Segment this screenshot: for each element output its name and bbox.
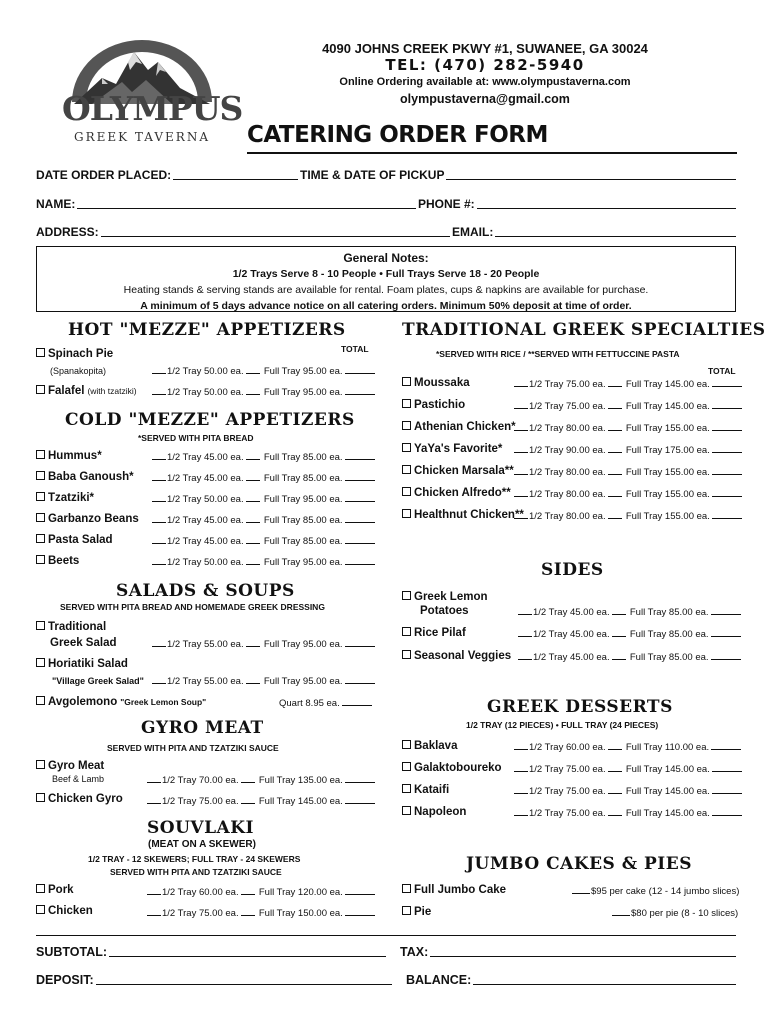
item-price: 1/2 Tray 75.00 ea. Full Tray 145.00 ea. (514, 401, 743, 412)
checkbox-icon[interactable] (36, 555, 45, 564)
name-label: NAME: (36, 197, 76, 211)
item-name: Falafel (48, 385, 85, 397)
subtotal-label: SUBTOTAL: (36, 945, 108, 959)
specialties-subtitle: *SERVED WITH RICE / **SERVED WITH FETTUCCINE PASTA (436, 349, 680, 359)
item-name: Moussaka (414, 377, 470, 389)
checkbox-icon[interactable] (402, 806, 411, 815)
menu-item[interactable] (36, 492, 94, 504)
notes-heading: General Notes: (343, 251, 429, 265)
menu-item[interactable] (36, 555, 79, 567)
deposit-label: DEPOSIT: (36, 973, 94, 987)
item-price: 1/2 Tray 75.00 ea. Full Tray 150.00 ea. (147, 908, 376, 919)
item-name: Spinach Pie (48, 348, 114, 360)
menu-item[interactable] (402, 762, 502, 774)
checkbox-icon[interactable] (36, 450, 45, 459)
item-price: $80 per pie (8 - 10 slices) (612, 908, 738, 919)
pickup-field[interactable] (300, 168, 736, 182)
item-name: Chicken Marsala** (414, 465, 514, 477)
item-price: 1/2 Tray 50.00 ea. Full Tray 95.00 ea. (152, 387, 376, 398)
checkbox-icon[interactable] (36, 348, 45, 357)
item-price: $95 per cake (12 - 14 jumbo slices) (572, 886, 739, 897)
menu-item[interactable] (36, 884, 74, 896)
item-name: Garbanzo Beans (48, 513, 139, 525)
menu-item[interactable] (402, 465, 514, 477)
desserts-subtitle: 1/2 TRAY (12 PIECES) • FULL TRAY (24 PIECES) (466, 720, 659, 730)
item-price: 1/2 Tray 45.00 ea. Full Tray 85.00 ea. (518, 607, 742, 618)
checkbox-icon[interactable] (402, 762, 411, 771)
logo-subtext: GREEK TAVERNA (74, 130, 210, 144)
item-name: YaYa's Favorite* (414, 443, 503, 455)
item-name: Rice Pilaf (414, 627, 466, 639)
salads-title: SALADS & SOUPS (116, 581, 295, 601)
email-label: EMAIL: (452, 225, 494, 239)
item-name: Traditional (48, 621, 107, 633)
notes-line: 1/2 Trays Serve 8 - 10 People • Full Trays Serve 18 - 20 People (232, 268, 540, 280)
item-price: 1/2 Tray 45.00 ea. Full Tray 85.00 ea. (152, 515, 376, 526)
item-price: 1/2 Tray 70.00 ea. Full Tray 135.00 ea. (147, 775, 376, 786)
item-name: Galaktoboureko (414, 762, 502, 774)
item-price: 1/2 Tray 45.00 ea. Full Tray 85.00 ea. (152, 473, 376, 484)
item-name: Chicken Alfredo** (414, 487, 511, 499)
item-note: (with tzatziki) (87, 386, 137, 396)
item-name: Beets (48, 555, 80, 567)
item-name: Pork (48, 884, 74, 896)
item-price: 1/2 Tray 50.00 ea. Full Tray 95.00 ea. (152, 494, 376, 505)
item-price: 1/2 Tray 45.00 ea. Full Tray 85.00 ea. (518, 652, 742, 663)
item-price: 1/2 Tray 45.00 ea. Full Tray 85.00 ea. (518, 629, 742, 640)
page-title: CATERING ORDER FORM (247, 122, 548, 148)
total-label: TOTAL (708, 366, 736, 376)
sides-title: SIDES (541, 560, 604, 580)
notes-line: Heating stands & serving stands are available for rental. Foam plates, cups & napkins are available for purchase. (123, 284, 649, 296)
logo-text: OLYMPUS (62, 89, 243, 128)
menu-item[interactable] (402, 806, 466, 818)
item-price: 1/2 Tray 45.00 ea. Full Tray 85.00 ea. (152, 452, 376, 463)
total-label: TOTAL (341, 344, 369, 354)
item-name: Full Jumbo Cake (414, 884, 507, 896)
menu-item[interactable] (36, 471, 134, 483)
checkbox-icon[interactable] (402, 650, 411, 659)
item-name: Kataifi (414, 784, 450, 796)
item-name: Athenian Chicken* (414, 421, 516, 433)
checkbox-icon[interactable] (36, 471, 45, 480)
subtotal-field[interactable] (36, 945, 386, 959)
item-name: Baklava (414, 740, 458, 752)
item-name: Healthnut Chicken** (414, 509, 524, 521)
souvlaki-title: SOUVLAKI (147, 818, 254, 838)
restaurant-email: olympustaverna@gmail.com (400, 92, 570, 106)
item-name: Pastichio (414, 399, 466, 411)
checkbox-icon[interactable] (36, 658, 45, 667)
checkbox-icon[interactable] (402, 377, 411, 386)
item-name: Tzatziki* (48, 492, 95, 504)
checkbox-icon[interactable] (402, 591, 411, 600)
item-subname: Beef & Lamb (52, 774, 105, 784)
name-field[interactable] (36, 197, 416, 211)
checkbox-icon[interactable] (402, 443, 411, 452)
item-price: 1/2 Tray 80.00 ea. Full Tray 155.00 ea. (514, 511, 743, 522)
menu-item[interactable] (36, 513, 139, 525)
item-name: Pasta Salad (48, 534, 113, 546)
item-price: 1/2 Tray 75.00 ea. Full Tray 145.00 ea. (514, 379, 743, 390)
menu-item[interactable] (402, 443, 502, 455)
menu-item[interactable] (36, 905, 93, 917)
item-price: 1/2 Tray 75.00 ea. Full Tray 145.00 ea. (514, 764, 743, 775)
checkbox-icon[interactable] (402, 421, 411, 430)
gyro-title: GYRO MEAT (141, 718, 264, 738)
item-price: 1/2 Tray 50.00 ea. Full Tray 95.00 ea. (152, 366, 376, 377)
checkbox-icon[interactable] (402, 509, 411, 518)
menu-item[interactable] (36, 450, 102, 462)
item-price: 1/2 Tray 75.00 ea. Full Tray 145.00 ea. (514, 786, 743, 797)
checkbox-icon[interactable] (36, 696, 45, 705)
menu-item[interactable] (36, 534, 113, 546)
souvlaki-subtitle: 1/2 TRAY - 12 SKEWERS; FULL TRAY - 24 SKEWERS (88, 854, 301, 864)
checkbox-icon[interactable] (36, 385, 45, 394)
menu-item[interactable] (402, 740, 457, 752)
cold-appetizers-title: COLD "MEZZE" APPETIZERS (65, 410, 355, 430)
souvlaki-subtitle: (MEAT ON A SKEWER) (148, 839, 256, 850)
checkbox-icon[interactable] (402, 784, 411, 793)
restaurant-info (300, 40, 670, 108)
balance-label: BALANCE: (406, 973, 472, 987)
restaurant-phone: TEL: (470) 282-5940 (385, 56, 585, 74)
address-field[interactable] (36, 225, 450, 239)
checkbox-icon[interactable] (402, 627, 411, 636)
date-placed-field[interactable] (36, 168, 298, 182)
item-name: Chicken Gyro (48, 793, 123, 805)
email-field[interactable] (452, 225, 736, 239)
menu-item[interactable] (36, 696, 206, 708)
checkbox-icon[interactable] (36, 492, 45, 501)
item-price: 1/2 Tray 90.00 ea. Full Tray 175.00 ea. (514, 445, 743, 456)
item-subname: "Village Greek Salad" (52, 676, 144, 686)
item-subname: (Spanakopita) (50, 366, 107, 376)
menu-item[interactable] (402, 399, 465, 411)
phone-field[interactable] (418, 197, 736, 211)
item-name: Napoleon (414, 806, 467, 818)
checkbox-icon[interactable] (402, 399, 411, 408)
item-price: 1/2 Tray 60.00 ea. Full Tray 120.00 ea. (147, 887, 376, 898)
item-price: Quart 8.95 ea. (279, 698, 373, 709)
online-ordering: Online Ordering available at: www.olympustaverna.com (339, 76, 631, 88)
item-price: 1/2 Tray 55.00 ea. Full Tray 95.00 ea. (152, 639, 376, 650)
item-name: Pie (414, 906, 432, 918)
menu-item[interactable] (402, 421, 516, 433)
item-name-cont: Greek Salad (50, 637, 117, 649)
checkbox-icon[interactable] (36, 884, 45, 893)
checkbox-icon[interactable] (402, 740, 411, 749)
menu-item[interactable] (36, 760, 104, 772)
menu-item[interactable] (402, 487, 511, 499)
cold-subtitle: *SERVED WITH PITA BREAD (138, 433, 254, 443)
item-name: Horiatiki Salad (48, 658, 128, 670)
menu-item[interactable] (36, 793, 123, 805)
menu-item[interactable] (36, 658, 128, 670)
date-placed-label: DATE ORDER PLACED: (36, 168, 172, 182)
item-name: Avgolemono (48, 696, 118, 708)
restaurant-address: 4090 JOHNS CREEK PKWY #1, SUWANEE, GA 30024 (322, 41, 648, 56)
title-divider (247, 152, 737, 154)
checkbox-icon[interactable] (402, 906, 411, 915)
item-price: 1/2 Tray 50.00 ea. Full Tray 95.00 ea. (152, 557, 376, 568)
deposit-field[interactable] (36, 973, 392, 987)
gyro-subtitle: SERVED WITH PITA AND TZATZIKI SAUCE (107, 743, 279, 753)
menu-item[interactable] (36, 348, 113, 360)
menu-item[interactable] (402, 591, 488, 603)
checkbox-icon[interactable] (36, 621, 45, 630)
menu-item[interactable] (402, 509, 524, 521)
item-name-cont: Potatoes (420, 605, 469, 617)
notes-line: A minimum of 5 days advance notice on all catering orders. Minimum 50% deposit at time of order. (140, 300, 632, 312)
menu-item[interactable] (402, 650, 511, 662)
phone-label: PHONE #: (418, 197, 475, 211)
checkbox-icon[interactable] (36, 760, 45, 769)
footer-divider (36, 935, 736, 936)
checkbox-icon[interactable] (36, 793, 45, 802)
menu-item[interactable] (402, 906, 431, 918)
item-price: 1/2 Tray 80.00 ea. Full Tray 155.00 ea. (514, 489, 743, 500)
item-price: 1/2 Tray 75.00 ea. Full Tray 145.00 ea. (514, 808, 743, 819)
menu-item[interactable] (402, 627, 466, 639)
salads-subtitle: SERVED WITH PITA BREAD AND HOMEMADE GREEK DRESSING (60, 602, 325, 612)
checkbox-icon[interactable] (402, 465, 411, 474)
item-note: "Greek Lemon Soup" (120, 697, 207, 707)
item-name: Chicken (48, 905, 93, 917)
hot-appetizers-title: HOT "MEZZE" APPETIZERS (68, 320, 346, 340)
address-label: ADDRESS: (36, 225, 99, 239)
menu-item[interactable] (36, 385, 137, 397)
item-name: Hummus* (48, 450, 102, 462)
checkbox-icon[interactable] (36, 534, 45, 543)
general-notes (36, 246, 736, 312)
desserts-title: GREEK DESSERTS (487, 697, 673, 717)
menu-item[interactable] (402, 884, 506, 896)
balance-field[interactable] (406, 973, 736, 987)
pickup-label: TIME & DATE OF PICKUP (300, 168, 445, 182)
checkbox-icon[interactable] (36, 513, 45, 522)
souvlaki-subtitle: SERVED WITH PITA AND TZATZIKI SAUCE (110, 867, 282, 877)
item-name: Baba Ganoush* (48, 471, 134, 483)
item-price: 1/2 Tray 60.00 ea. Full Tray 110.00 ea. (514, 742, 742, 753)
item-price: 1/2 Tray 80.00 ea. Full Tray 155.00 ea. (514, 423, 743, 434)
item-price: 1/2 Tray 45.00 ea. Full Tray 85.00 ea. (152, 536, 376, 547)
item-price: 1/2 Tray 80.00 ea. Full Tray 155.00 ea. (514, 467, 743, 478)
menu-item[interactable] (402, 377, 470, 389)
checkbox-icon[interactable] (402, 884, 411, 893)
item-price: 1/2 Tray 55.00 ea. Full Tray 95.00 ea. (152, 676, 376, 687)
item-price: 1/2 Tray 75.00 ea. Full Tray 145.00 ea. (147, 796, 376, 807)
item-name: Greek Lemon (414, 591, 488, 603)
checkbox-icon[interactable] (402, 487, 411, 496)
tax-field[interactable] (400, 945, 736, 959)
tax-label: TAX: (400, 945, 429, 959)
item-name: Seasonal Veggies (414, 650, 512, 662)
item-name: Gyro Meat (48, 760, 105, 772)
cakes-title: JUMBO CAKES & PIES (466, 854, 692, 874)
menu-item[interactable] (402, 784, 449, 796)
specialties-title: TRADITIONAL GREEK SPECIALTIES (402, 320, 766, 340)
checkbox-icon[interactable] (36, 905, 45, 914)
menu-item[interactable] (36, 621, 106, 633)
